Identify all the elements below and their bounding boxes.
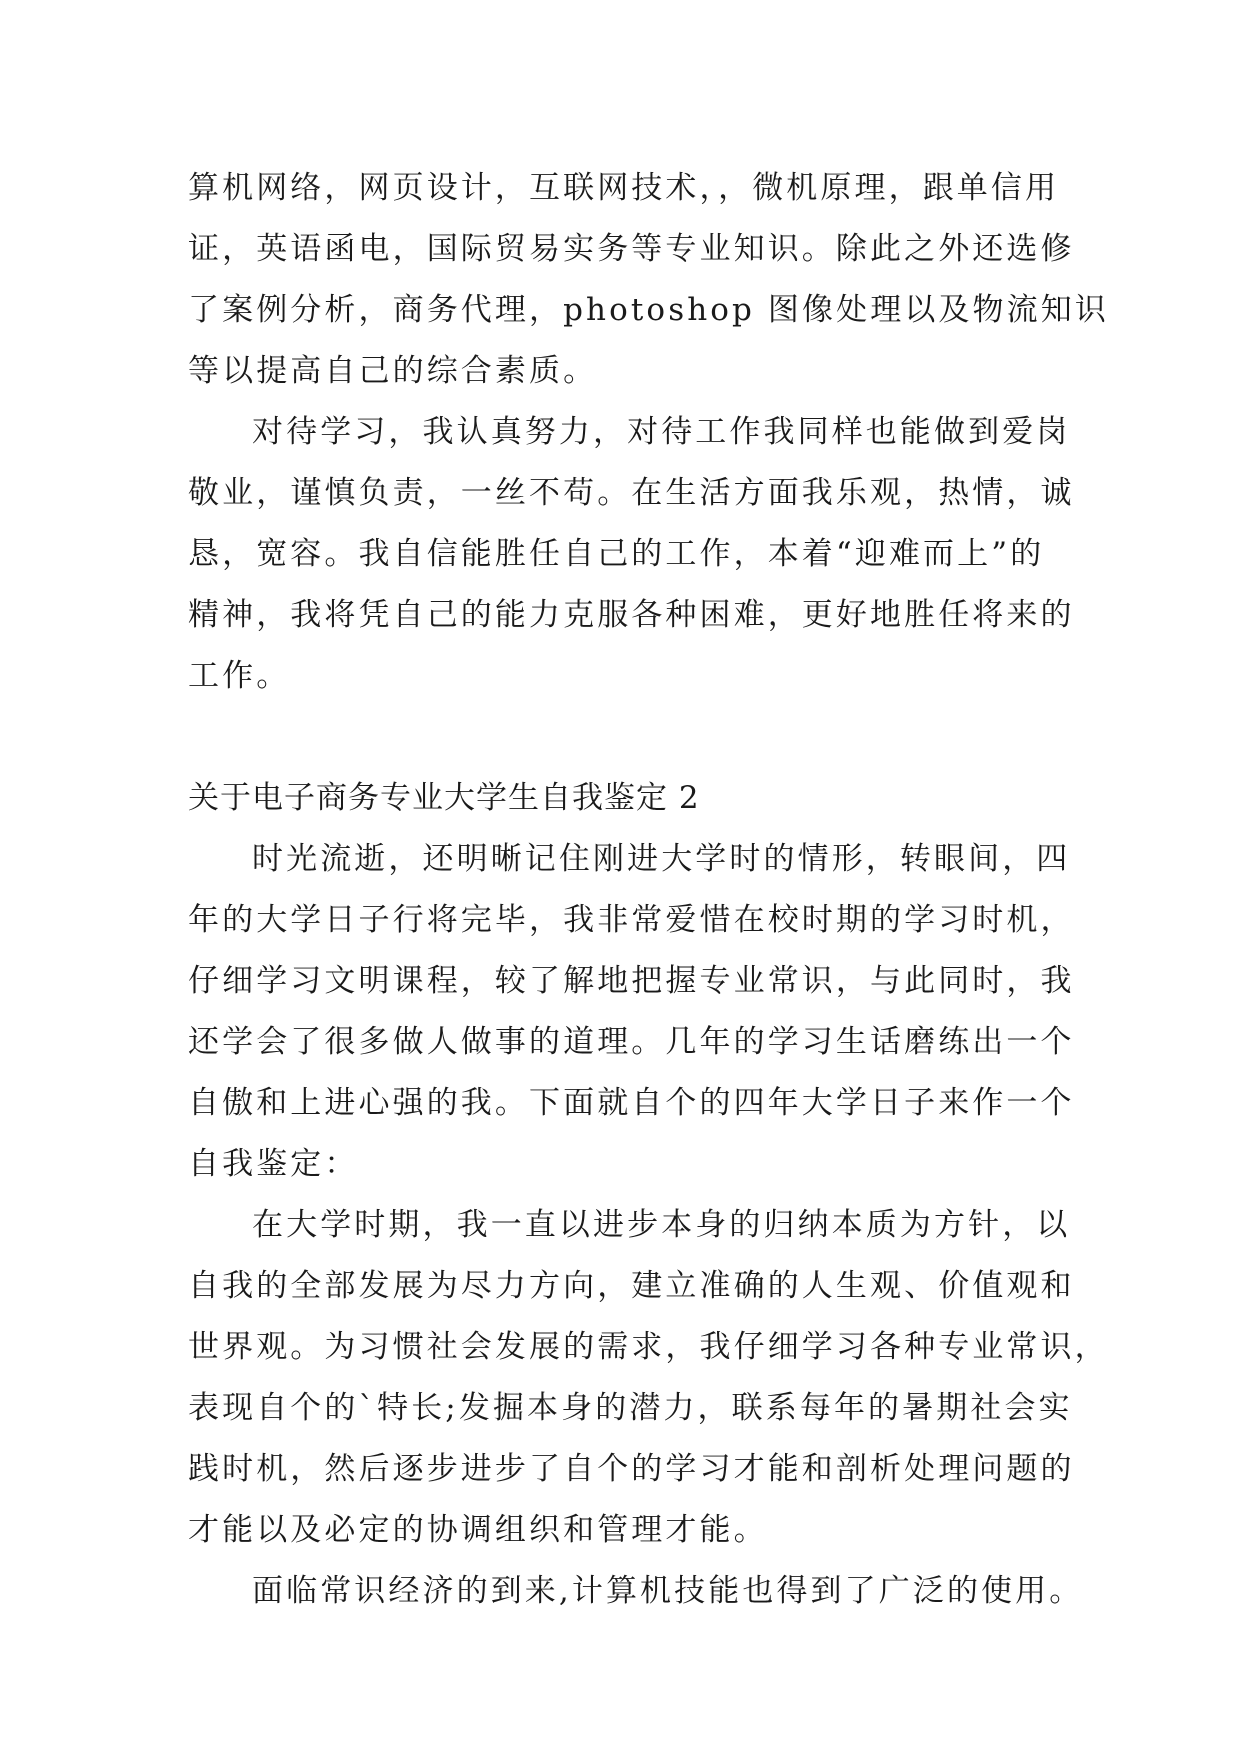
document-body <box>188 158 1109 1622</box>
text-line: 等以提高自己的综合素质。 <box>188 353 598 389</box>
text-line: 仔细学习文明课程，较了解地把握专业常识，与此同时，我 <box>188 963 1075 999</box>
text-line: 对待学习，我认真努力，对待工作我同样也能做到爱岗 <box>252 414 1071 450</box>
text-line: 工作。 <box>188 658 291 694</box>
text-line: 精神，我将凭自己的能力克服各种困难，更好地胜任将来的 <box>188 597 1075 633</box>
section-heading: 关于电子商务专业大学生自我鉴定 2 <box>188 780 700 816</box>
text-line: 时光流逝，还明晰记住刚进大学时的情形，转眼间，四 <box>252 841 1071 877</box>
text-line: 世界观。为习惯社会发展的需求，我仔细学习各种专业常识， <box>188 1329 1109 1365</box>
text-line: 证，英语函电，国际贸易实务等专业知识。除此之外还选修 <box>188 231 1075 267</box>
text-line: 面临常识经济的到来,计算机技能也得到了广泛的使用。 <box>252 1573 1084 1609</box>
text-line: 才能以及必定的协调组织和管理才能。 <box>188 1512 768 1548</box>
text-line: 践时机，然后逐步进步了自个的学习才能和剖析处理问题的 <box>188 1451 1075 1487</box>
blank-line <box>188 707 1068 768</box>
text-line: 年的大学日子行将完毕，我非常爱惜在校时期的学习时机， <box>188 902 1075 938</box>
text-line: 还学会了很多做人做事的道理。几年的学习生话磨练出一个 <box>188 1024 1075 1060</box>
text-line: 表现自个的`特长;发掘本身的潜力，联系每年的暑期社会实 <box>188 1390 1073 1426</box>
text-line: 恳，宽容。我自信能胜任自己的工作，本着“迎难而上”的 <box>188 536 1045 572</box>
text-line: 了案例分析，商务代理，photoshop 图像处理以及物流知识 <box>188 292 1109 328</box>
text-line: 敬业，谨慎负责，一丝不苟。在生活方面我乐观，热情，诚 <box>188 475 1075 511</box>
text-line: 在大学时期，我一直以进步本身的归纳本质为方针，以 <box>252 1207 1071 1243</box>
text-line: 自我的全部发展为尽力方向，建立准确的人生观、价值观和 <box>188 1268 1075 1304</box>
text-line: 自我鉴定： <box>188 1146 359 1182</box>
text-line: 算机网络，网页设计，互联网技术，，微机原理，跟单信用 <box>188 170 1060 206</box>
text-line: 自傲和上进心强的我。下面就自个的四年大学日子来作一个 <box>188 1085 1075 1121</box>
